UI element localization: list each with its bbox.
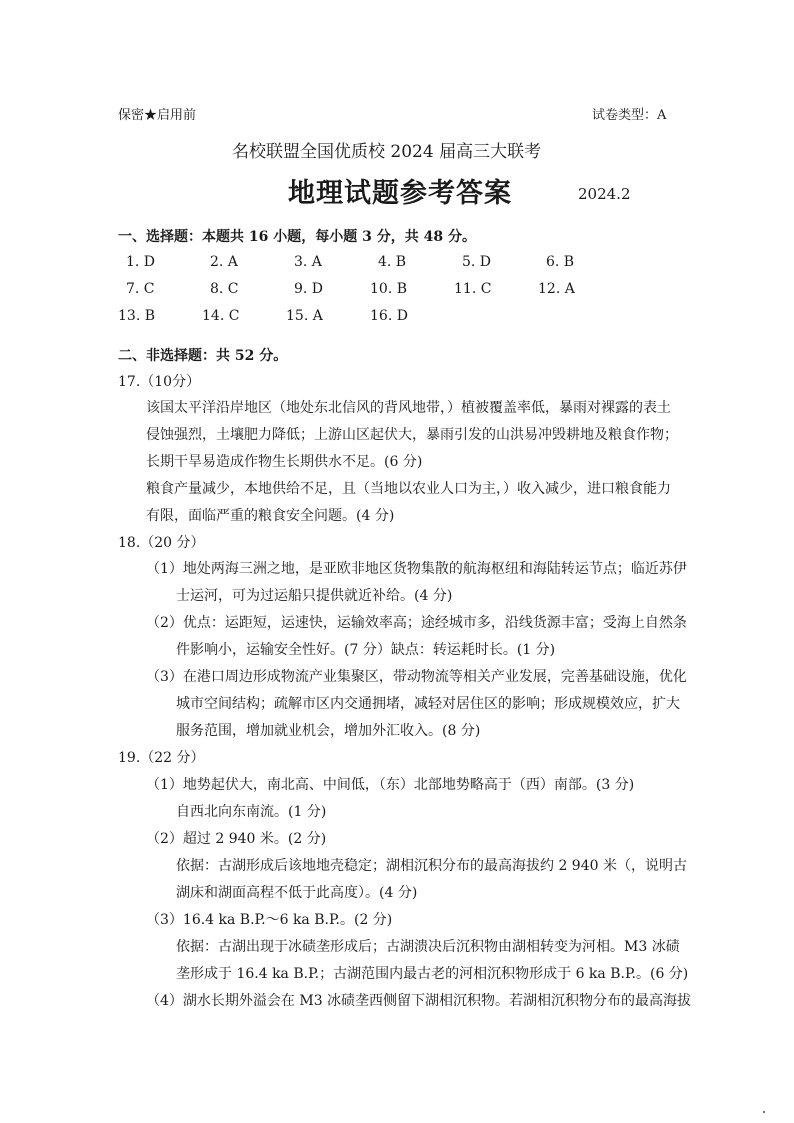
answer-line: （4）湖水长期外溢会在 M3 冰碛垄西侧留下湖相沉积物。若湖相沉积物分布的最高海拔 <box>146 993 692 1009</box>
answer-line: 自西北向东南流。(1 分) <box>176 804 327 820</box>
answer-line: 垄形成于 16.4 ka B.P.；古湖范围内最古老的河相沉积物形成于 6 ka B.P.。(6 分) <box>176 966 689 982</box>
answer-line: 服务范围，增加就业机会，增加外汇收入。(8 分) <box>176 723 481 739</box>
answer-item: 10. B <box>370 281 408 297</box>
section2-heading: 二、非选择题：共 52 分。 <box>118 348 288 364</box>
answer-item: 1. D <box>126 254 156 270</box>
answer-item: 13. B <box>118 308 156 324</box>
answer-item: 12. A <box>538 281 575 297</box>
answer-item: 5. D <box>462 254 492 270</box>
answer-line: 该国太平洋沿岸地区（地处东北信风的背风地带，）植被覆盖率低，暴雨对裸露的表土 <box>146 400 671 416</box>
answer-line: 件影响小，运输安全性好。(7 分）缺点：转运耗时长。(1 分) <box>176 642 556 658</box>
scan-speck <box>763 1111 765 1113</box>
answer-line: 粮食产量减少，本地供给不足，且（当地以农业人口为主，）收入减少，进口粮食能力 <box>146 481 671 497</box>
answer-line: 依据：古湖出现于冰碛垄形成后；古湖溃决后沉积物由湖相转变为河相。M3 冰碛 <box>176 939 680 955</box>
answer-line: （1）地势起伏大，南北高、中间低，（东）北部地势略高于（西）南部。(3 分) <box>146 777 635 793</box>
answer-line: 侵蚀强烈，土壤肥力降低；上游山区起伏大，暴雨引发的山洪易冲毁耕地及粮食作物； <box>146 427 678 443</box>
answer-line: 依据：古湖形成后该地地壳稳定；湖相沉积分布的最高海拔约 2 940 米（，说明古 <box>176 858 687 874</box>
exam-subtitle: 名校联盟全国优质校 2024 届高三大联考 <box>232 142 542 162</box>
answer-line: 湖床和湖面高程不低于此高度）。(4 分) <box>176 885 418 901</box>
answer-item: 3. A <box>294 254 322 270</box>
answer-line: 长期干旱易造成作物生长期供水不足。(6 分) <box>146 454 423 470</box>
answer-item: 2. A <box>210 254 238 270</box>
answer-line: 士运河，可为过运船只提供就近补给。(4 分) <box>176 588 453 604</box>
question-17-label: 17.（10分） <box>118 374 201 390</box>
answer-item: 9. D <box>294 281 324 297</box>
answer-line: 城市空间结构；疏解市区内交通拥堵，减轻对居住区的影响；形成规模效应，扩大 <box>176 696 680 712</box>
paper-type-label: 试卷类型：A <box>592 108 667 123</box>
answer-item: 6. B <box>546 254 575 270</box>
answer-item: 4. B <box>378 254 407 270</box>
answer-item: 7. C <box>126 281 155 297</box>
answer-item: 15. A <box>286 308 323 324</box>
answer-line: （2）优点：运距短，运速快，运输效率高；途经城市多，沿线货源丰富；受海上自然条 <box>146 615 687 631</box>
question-19-label: 19.（22 分） <box>118 750 205 766</box>
exam-date: 2024.2 <box>578 185 631 203</box>
answer-line: （2）超过 2 940 米。(2 分) <box>146 831 327 847</box>
answer-item: 14. C <box>202 308 240 324</box>
answer-line: （1）地处两海三洲之地，是亚欧非地区货物集散的航海枢纽和海陆转运节点；临近苏伊 <box>146 561 687 577</box>
section1-heading: 一、选择题：本题共 16 小题，每小题 3 分，共 48 分。 <box>118 229 476 245</box>
question-18-label: 18.（20 分） <box>118 535 205 551</box>
answer-item: 16. D <box>370 308 408 324</box>
answer-line: 有限，面临严重的粮食安全问题。(4 分) <box>146 508 395 524</box>
answer-item: 8. C <box>210 281 239 297</box>
answer-line: （3）在港口周边形成物流产业集聚区，带动物流等相关产业发展，完善基础设施，优化 <box>146 669 687 685</box>
answer-item: 11. C <box>454 281 492 297</box>
confidential-label: 保密★启用前 <box>118 108 197 123</box>
page-title: 地理试题参考答案 <box>288 178 512 209</box>
answer-line: （3）16.4 ka B.P.～6 ka B.P.。(2 分) <box>146 912 393 928</box>
